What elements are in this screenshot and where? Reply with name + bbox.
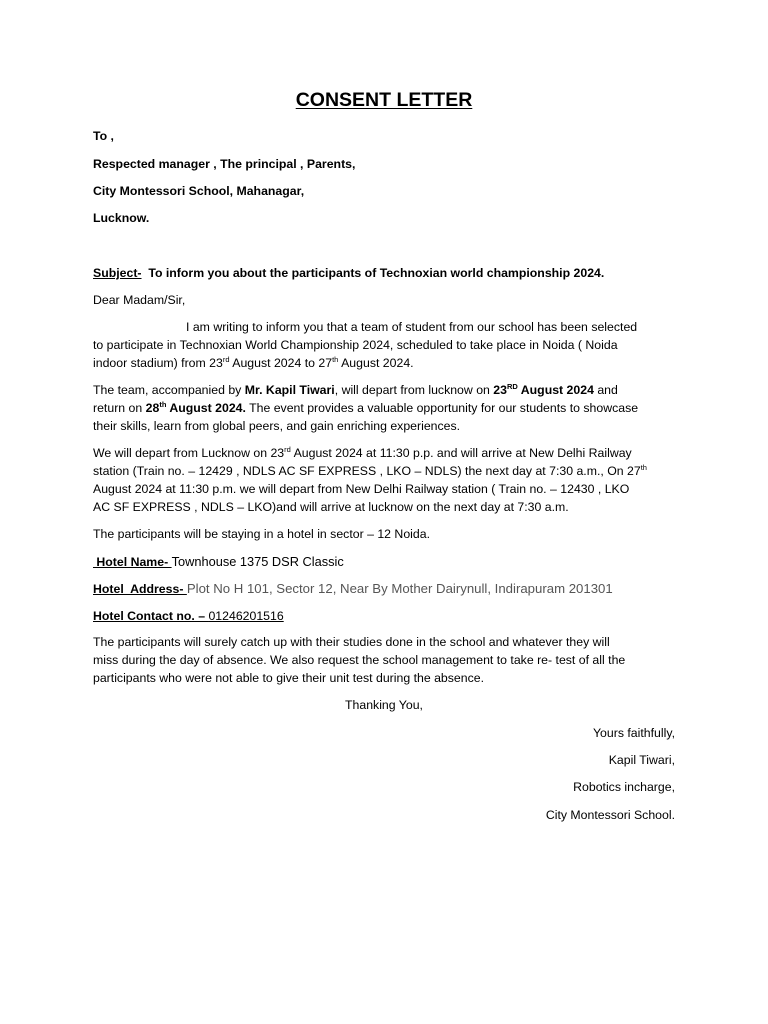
subject-label: Subject- <box>93 266 142 280</box>
stay-line: The participants will be staying in a hotel in sector – 12 Noida. <box>93 527 430 541</box>
hotel-address-line <box>93 580 678 599</box>
para1-line-1: I am writing to inform you that a team of student from our school has been selected <box>186 320 638 334</box>
subject-text: To inform you about the participants of Technoxian world championship 2024. <box>141 266 605 280</box>
para4-line-2: miss during the day of absence. We also request the school management to take re- test of all the <box>93 653 626 667</box>
para3-line-2: station (Train no. – 12429 , NDLS AC SF EXPRESS , LKO – NDLS) the next day at 7:30 a.m., On 27th <box>93 462 647 478</box>
letter-title: CONSENT LETTER <box>295 89 473 111</box>
para3-line-3: August 2024 at 11:30 p.m. we will depart from New Delhi Railway station ( Train no. – 12430 , LKO <box>93 482 630 496</box>
address-line-2: City Montessori School, Mahanagar, <box>93 184 305 198</box>
closing-school: City Montessori School. <box>545 808 675 822</box>
subject-line <box>93 265 678 283</box>
thanking-line: Thanking You, <box>345 698 423 712</box>
address-line-3: Lucknow. <box>93 211 150 225</box>
address-line-1: Respected manager , The principal , Parents, <box>93 157 356 171</box>
para4-line-1: The participants will surely catch up with their studies done in the school and whatever they will <box>93 635 610 649</box>
hotel-name-value: Townhouse 1375 DSR Classic <box>171 554 344 569</box>
teacher-name: Mr. Kapil Tiwari <box>244 383 335 397</box>
para3-line-1: We will depart from Lucknow on 23rd August 2024 at 11:30 p.p. and will arrive at New Delhi Railway <box>93 444 632 460</box>
para2-line-3: their skills, learn from global peers, and gain enriching experiences. <box>93 419 461 433</box>
hotel-name-label: Hotel Name- <box>93 555 172 569</box>
para1-line-2: to participate in Technoxian World Championship 2024, scheduled to take place in Noida ( Noida <box>93 338 618 352</box>
hotel-address-label: Hotel Address- <box>93 582 187 596</box>
closing-role: Robotics incharge, <box>573 780 675 794</box>
closing-yours: Yours faithfully, <box>592 726 675 740</box>
para4-line-3: participants who were not able to give their unit test during the absence. <box>93 671 485 685</box>
hotel-name-line <box>93 553 678 572</box>
hotel-address-value: Plot No H 101, Sector 12, Near By Mother Dairynull, Indirapuram 201301 <box>186 581 613 596</box>
para1-line-3: indoor stadium) from 23rd August 2024 to 27th August 2024. <box>93 354 414 370</box>
para2-line-1: The team, accompanied by Mr. Kapil Tiwari, will depart from lucknow on 23RD August 2024 and <box>93 381 618 397</box>
hotel-contact-label: Hotel Contact no. – <box>93 609 209 623</box>
para2-line-2: return on 28th August 2024. The event provides a valuable opportunity for our students to showcase <box>93 399 639 415</box>
para3-line-4: AC SF EXPRESS , NDLS – LKO)and will arrive at lucknow on the next day at 7:30 a.m. <box>93 500 569 514</box>
hotel-contact-line <box>93 608 678 626</box>
address-to: To , <box>93 129 114 143</box>
salutation: Dear Madam/Sir, <box>93 293 186 307</box>
hotel-contact-value: 01246201516 <box>208 609 284 623</box>
closing-name: Kapil Tiwari, <box>608 753 675 767</box>
